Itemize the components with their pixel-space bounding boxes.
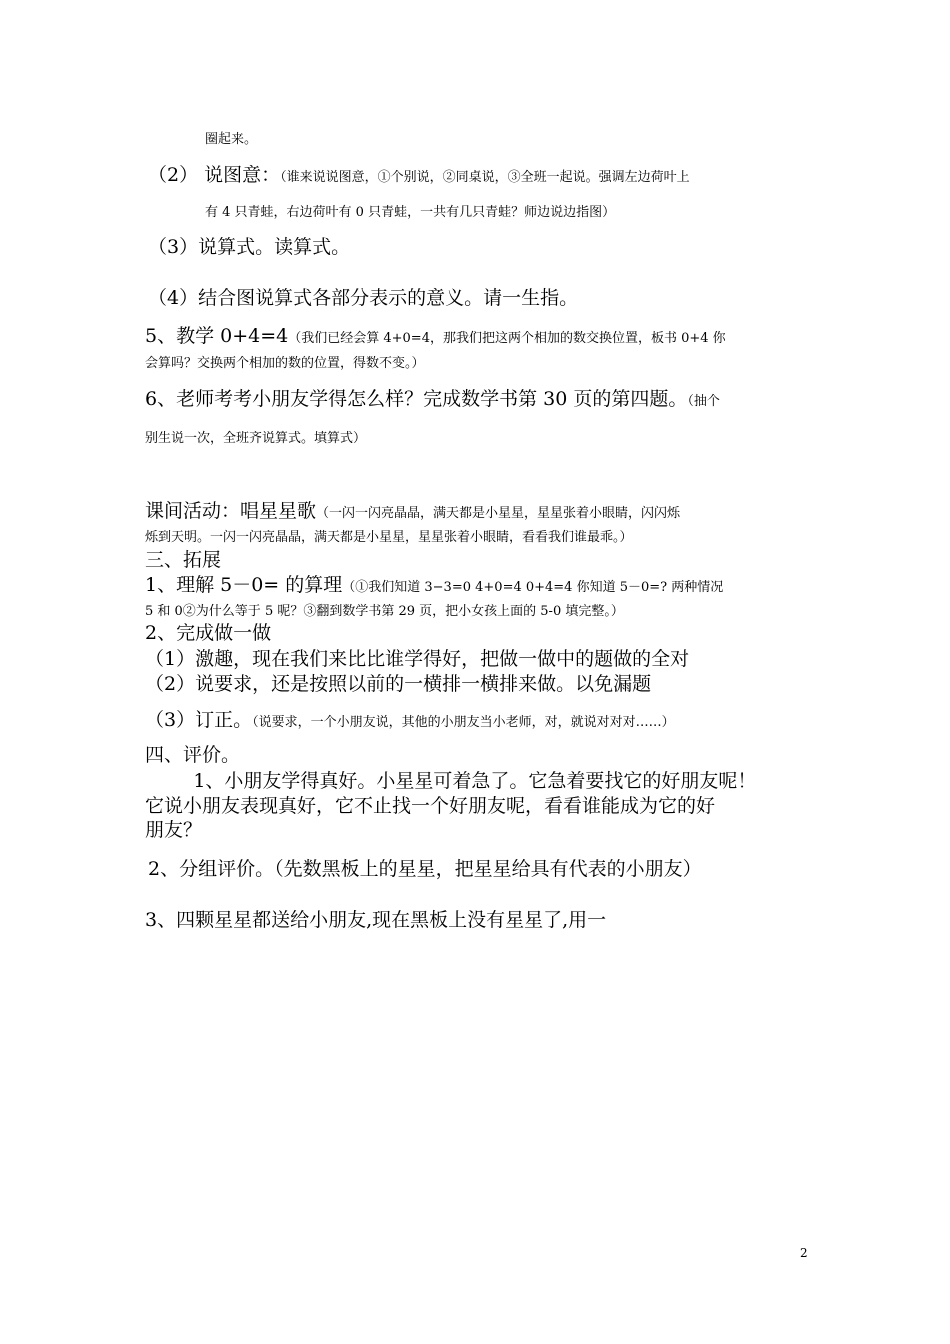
text-line-24 — [145, 911, 606, 930]
text-large: 四、评价。 — [145, 744, 241, 766]
text-line-10 — [145, 502, 680, 521]
text-small: 圈起来。 — [205, 132, 258, 147]
text-large: （3）订正。 — [145, 709, 253, 731]
text-line-12 — [145, 551, 221, 570]
text-line-16 — [145, 650, 689, 669]
text-line-7 — [145, 354, 425, 370]
text-small: （我们已经会算 4+0=4，那我们把这两个相加的数交换位置，板书 0+4 你 — [288, 331, 726, 346]
text-large: 5、教学 0+4=4 — [145, 325, 289, 347]
text-line-23 — [148, 860, 702, 879]
text-small: 会算吗？交换两个相加的数的位置，得数不变。） — [145, 356, 425, 371]
text-large: （2） 说图意： — [148, 164, 281, 186]
text-small: 有 4 只青蛙，右边荷叶有 0 只青蛙，一共有几只青蛙？师边说边指图） — [205, 205, 616, 220]
text-large: 1、理解 5－0= 的算理 — [145, 574, 343, 596]
text-small: （说要求，一个小朋友说，其他的小朋友当小老师，对，就说对对对……） — [252, 715, 675, 730]
text-line-20 — [145, 772, 756, 791]
text-large: （1）激趣，现在我们来比比谁学得好，把做一做中的题做的全对 — [145, 648, 690, 670]
text-line-19 — [145, 746, 240, 765]
text-line-11 — [145, 528, 633, 544]
text-line-3 — [205, 203, 615, 219]
text-large: 1、小朋友学得真好。小星星可着急了。它急着要找它的好朋友呢！ — [145, 770, 757, 792]
text-large: 它说小朋友表现真好，它不止找一个好朋友呢，看看谁能成为它的好 — [145, 795, 716, 817]
text-large: 三、拓展 — [145, 549, 222, 571]
text-large: 6、老师考考小朋友学得怎么样？完成数学书第 30 页的第四题。 — [145, 388, 688, 410]
text-line-6 — [145, 327, 726, 346]
text-large: （3）说算式。读算式。 — [148, 236, 351, 258]
text-small: 5 和 0②为什么等于 5 呢？③翻到数学书第 29 页，把小女孩上面的 5-0 填完整。） — [145, 604, 624, 619]
text-small: （一闪一闪亮晶晶，满天都是小星星，星星张着小眼睛，闪闪烁 — [316, 506, 681, 521]
text-line-5 — [148, 289, 578, 308]
text-large: 朋友？ — [145, 819, 203, 841]
text-line-15 — [145, 624, 271, 643]
text-large: 2、完成做一做 — [145, 622, 272, 644]
text-large: （2）说要求，还是按照以前的一横排一横排来做。以免漏题 — [145, 673, 652, 695]
text-small: 烁到天明。一闪一闪亮晶晶，满天都是小星星，星星张着小眼睛，看看我们谁最乖。） — [145, 530, 633, 545]
text-line-14 — [145, 602, 624, 618]
text-line-2 — [148, 166, 690, 185]
text-line-13 — [145, 576, 723, 595]
text-line-17 — [145, 675, 651, 694]
text-small: （抽个 — [687, 394, 720, 409]
text-large: 2、分组评价。（先数黑板上的星星，把星星给具有代表的小朋友） — [148, 858, 702, 880]
text-line-18 — [145, 711, 675, 730]
text-line-22 — [145, 821, 202, 840]
text-small: （①我们知道 3−3=0 4+0=4 0+4=4 你知道 5－0=? 两种情况 — [342, 580, 724, 595]
text-small: 别生说一次，全班齐说算式。填算式） — [145, 431, 367, 446]
text-line-21 — [145, 797, 715, 816]
text-small: （谁来说说图意，①个别说，②同桌说，③全班一起说。强调左边荷叶上 — [280, 170, 690, 185]
page-number: 2 — [800, 1246, 808, 1260]
text-line-9 — [145, 429, 366, 445]
text-line-1 — [205, 130, 257, 146]
text-line-8 — [145, 390, 720, 409]
text-large: 3、四颗星星都送给小朋友,现在黑板上没有星星了,用一 — [145, 909, 607, 931]
text-large: 课间活动：唱星星歌 — [145, 500, 317, 522]
text-line-4 — [148, 238, 350, 257]
text-large: （4）结合图说算式各部分表示的意义。请一生指。 — [148, 287, 579, 309]
